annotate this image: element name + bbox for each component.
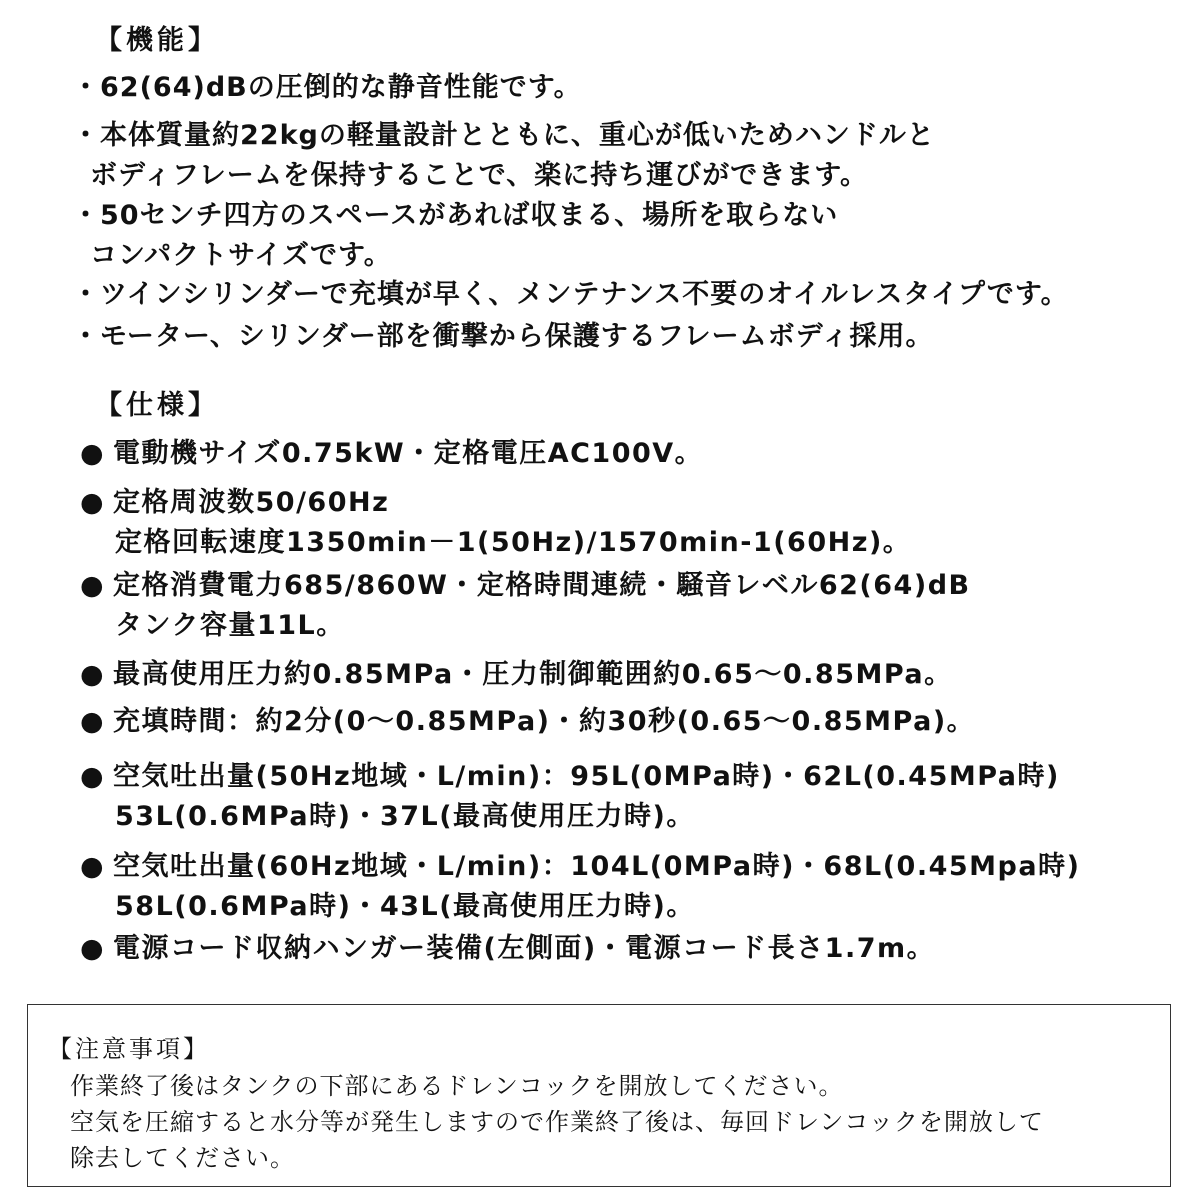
features-heading: 【機能】 [95, 25, 219, 56]
feature-item-4 [72, 275, 1069, 315]
feature-item-2 [72, 116, 935, 196]
spec-line: タンク容量11L。 [115, 610, 345, 641]
spec-line: 53L(0.6MPa時)・37L(最高使用圧力時)。 [115, 801, 695, 832]
spec-item-1 [80, 434, 703, 474]
spec-item-4 [80, 655, 953, 695]
notice-line: 作業終了後はタンクの下部にあるドレンコックを開放してください。 [70, 1072, 844, 1100]
feature-line: ・50センチ四方のスペースがあれば収まる、場所を取らない [72, 200, 839, 231]
spec-line: 空気吐出量(50Hz地域・L/min)：95L(0MPa時)・62L(0.45MPa時) [113, 761, 1060, 792]
spec-line: 定格回転速度1350min－1(50Hz)/1570min-1(60Hz)。 [115, 527, 912, 558]
spec-item-8 [80, 929, 935, 969]
notice-title: 【注意事項】 [48, 1035, 210, 1063]
bullet-icon: ● [80, 438, 106, 469]
spec-line: 充填時間：約2分(0～0.85MPa)・約30秒(0.65～0.85MPa)。 [113, 706, 976, 737]
notice-body [70, 1068, 1044, 1176]
spec-line: 電動機サイズ0.75kW・定格電圧AC100V。 [113, 438, 704, 469]
feature-line: ・本体質量約22kgの軽量設計とともに、重心が低いためハンドルと [72, 120, 935, 151]
feature-line: ボディフレームを保持することで、楽に持ち運びができます。 [90, 160, 869, 191]
spec-line: 定格周波数50/60Hz [113, 487, 390, 518]
bullet-icon: ● [80, 487, 106, 518]
specs-heading: 【仕様】 [95, 390, 219, 421]
feature-item-1 [72, 68, 582, 108]
bullet-icon: ● [80, 706, 106, 737]
bullet-icon: ● [80, 570, 106, 601]
spec-item-7 [80, 847, 1080, 927]
spec-line: 空気吐出量(60Hz地域・L/min)：104L(0MPa時)・68L(0.45Mpa時) [113, 851, 1081, 882]
notice-line: 除去してください。 [70, 1144, 295, 1172]
spec-item-6 [80, 757, 1060, 837]
spec-item-2 [80, 483, 911, 563]
spec-line: 最高使用圧力約0.85MPa・圧力制御範囲約0.65～0.85MPa。 [113, 659, 953, 690]
bullet-icon: ● [80, 933, 106, 964]
spec-item-5 [80, 702, 975, 742]
feature-line: コンパクトサイズです。 [90, 240, 392, 271]
notice-line: 空気を圧縮すると水分等が発生しますので作業終了後は、毎回ドレンコックを開放して [70, 1108, 1044, 1136]
spec-line: 定格消費電力685/860W・定格時間連続・騒音レベル62(64)dB [113, 570, 971, 601]
spec-item-3 [80, 566, 971, 646]
spec-line: 58L(0.6MPa時)・43L(最高使用圧力時)。 [115, 891, 695, 922]
feature-line: ・モーター、シリンダー部を衝撃から保護するフレームボディ採用。 [72, 321, 934, 352]
bullet-icon: ● [80, 761, 106, 792]
spec-line: 電源コード収納ハンガー装備(左側面)・電源コード長さ1.7m。 [113, 933, 936, 964]
notice-box [27, 1004, 1171, 1187]
bullet-icon: ● [80, 659, 106, 690]
feature-line: ・ツインシリンダーで充填が早く、メンテナンス不要のオイルレスタイプです。 [72, 279, 1069, 310]
feature-item-5 [72, 317, 934, 357]
feature-line: ・62(64)dBの圧倒的な静音性能です。 [72, 72, 582, 103]
bullet-icon: ● [80, 851, 106, 882]
feature-item-3 [72, 196, 838, 276]
